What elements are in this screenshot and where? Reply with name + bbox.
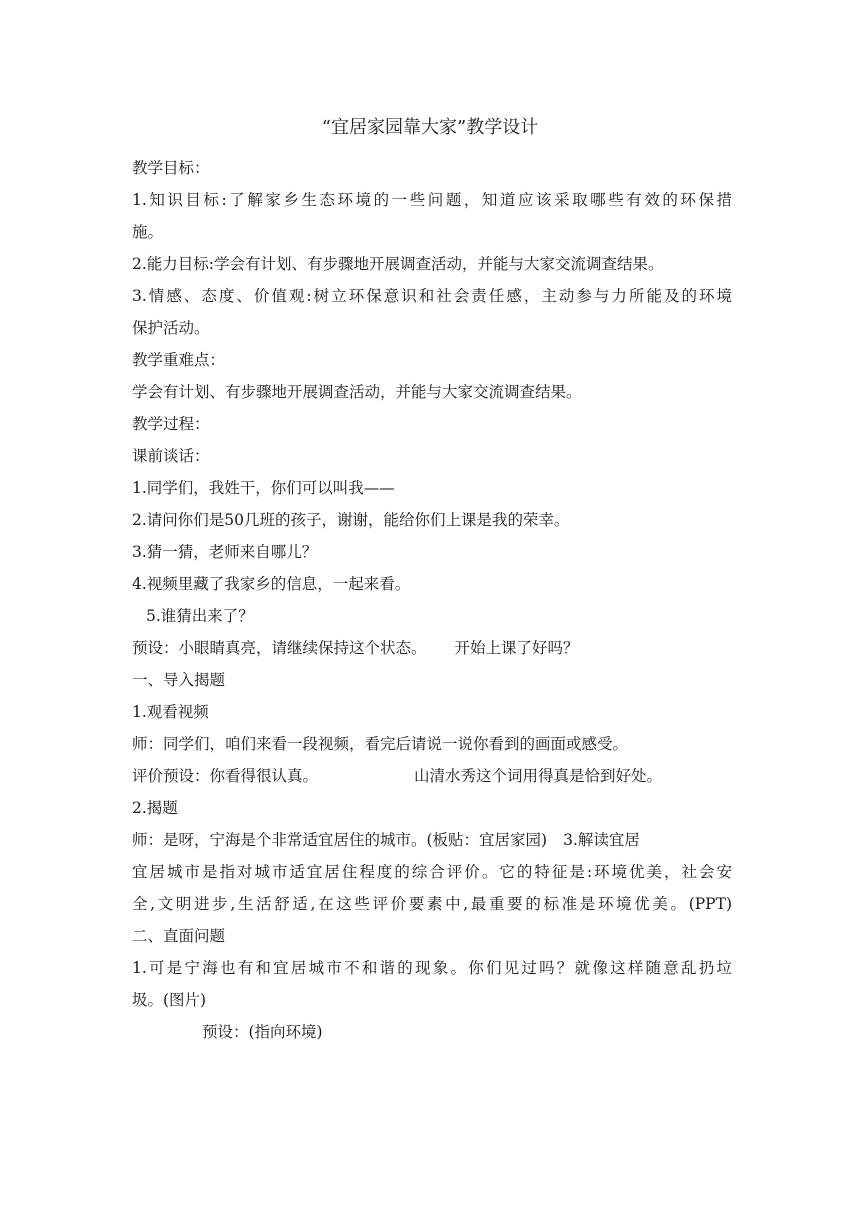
pretalk-item: 1.同学们，我姓干，你们可以叫我—— xyxy=(132,479,395,497)
goal-attitude-line2: 保护活动。 xyxy=(132,319,210,337)
key-points-heading: 教学重难点： xyxy=(132,351,226,369)
preset-text: 预设：小眼睛真亮，请继续保持这个状态。 xyxy=(132,639,427,657)
pretalk-item: 4.视频里藏了我家乡的信息，一起来看。 xyxy=(132,575,411,593)
evaluation-line xyxy=(132,760,732,792)
part2-item1-line2: 圾。(图片) xyxy=(132,991,207,1009)
goal-knowledge-line1: 1.知识目标:了解家乡生态环境的一些问题，知道应该采取哪些有效的环保措 xyxy=(132,191,732,209)
preset-line xyxy=(132,632,732,664)
process-heading: 教学过程： xyxy=(132,415,210,433)
pretalk-item: 5.谁猜出来了？ xyxy=(146,607,254,625)
pretalk-item: 3.猜一猜，老师来自哪儿？ xyxy=(132,543,318,561)
part1-heading: 一、导入揭题 xyxy=(132,671,226,689)
document-title: “宜居家园靠大家”教学设计 xyxy=(321,117,539,138)
evaluation-text: 评价预设：你看得很认真。 xyxy=(132,767,319,785)
part1-item-explain: 3.解读宜居 xyxy=(563,831,640,849)
teacher-topic-text: 师：是呀，宁海是个非常适宜居住的城市。(板贴：宜居家园) xyxy=(132,831,548,849)
goals-heading: 教学目标： xyxy=(132,159,210,177)
pretalk-heading: 课前谈话： xyxy=(132,447,210,465)
part1-item-topic: 2.揭题 xyxy=(132,799,178,817)
document-body xyxy=(132,152,732,1048)
teacher-prompt-video: 师：同学们，咱们来看一段视频，看完后请说一说你看到的画面或感受。 xyxy=(132,735,629,753)
part2-preset: 预设：(指向环境) xyxy=(202,1023,323,1041)
evaluation-comment: 山清水秀这个词用得真是恰到好处。 xyxy=(414,767,663,785)
key-points-text: 学会有计划、有步骤地开展调查活动，并能与大家交流调查结果。 xyxy=(132,383,582,401)
preset-question: 开始上课了好吗？ xyxy=(454,639,579,657)
part2-heading: 二、直面问题 xyxy=(132,927,226,945)
part1-item-video: 1.观看视频 xyxy=(132,703,209,721)
goal-ability: 2.能力目标:学会有计划、有步骤地开展调查活动，并能与大家交流调查结果。 xyxy=(132,255,664,273)
explain-line1: 宜居城市是指对城市适宜居住程度的综合评价。它的特征是:环境优美，社会安 xyxy=(132,863,732,881)
goal-knowledge-line2: 施。 xyxy=(132,223,164,241)
part2-item1-line1: 1.可是宁海也有和宜居城市不和谐的现象。你们见过吗？就像这样随意乱扔垃 xyxy=(132,959,732,977)
pretalk-item: 2.请问你们是50几班的孩子，谢谢，能给你们上课是我的荣幸。 xyxy=(132,511,570,529)
explain-line2: 全,文明进步,生活舒适,在这些评价要素中,最重要的标准是环境优美。(PPT) xyxy=(132,895,732,913)
teacher-topic-line xyxy=(132,824,732,856)
goal-attitude-line1: 3.情感、态度、价值观:树立环保意识和社会责任感，主动参与力所能及的环境 xyxy=(132,287,732,305)
